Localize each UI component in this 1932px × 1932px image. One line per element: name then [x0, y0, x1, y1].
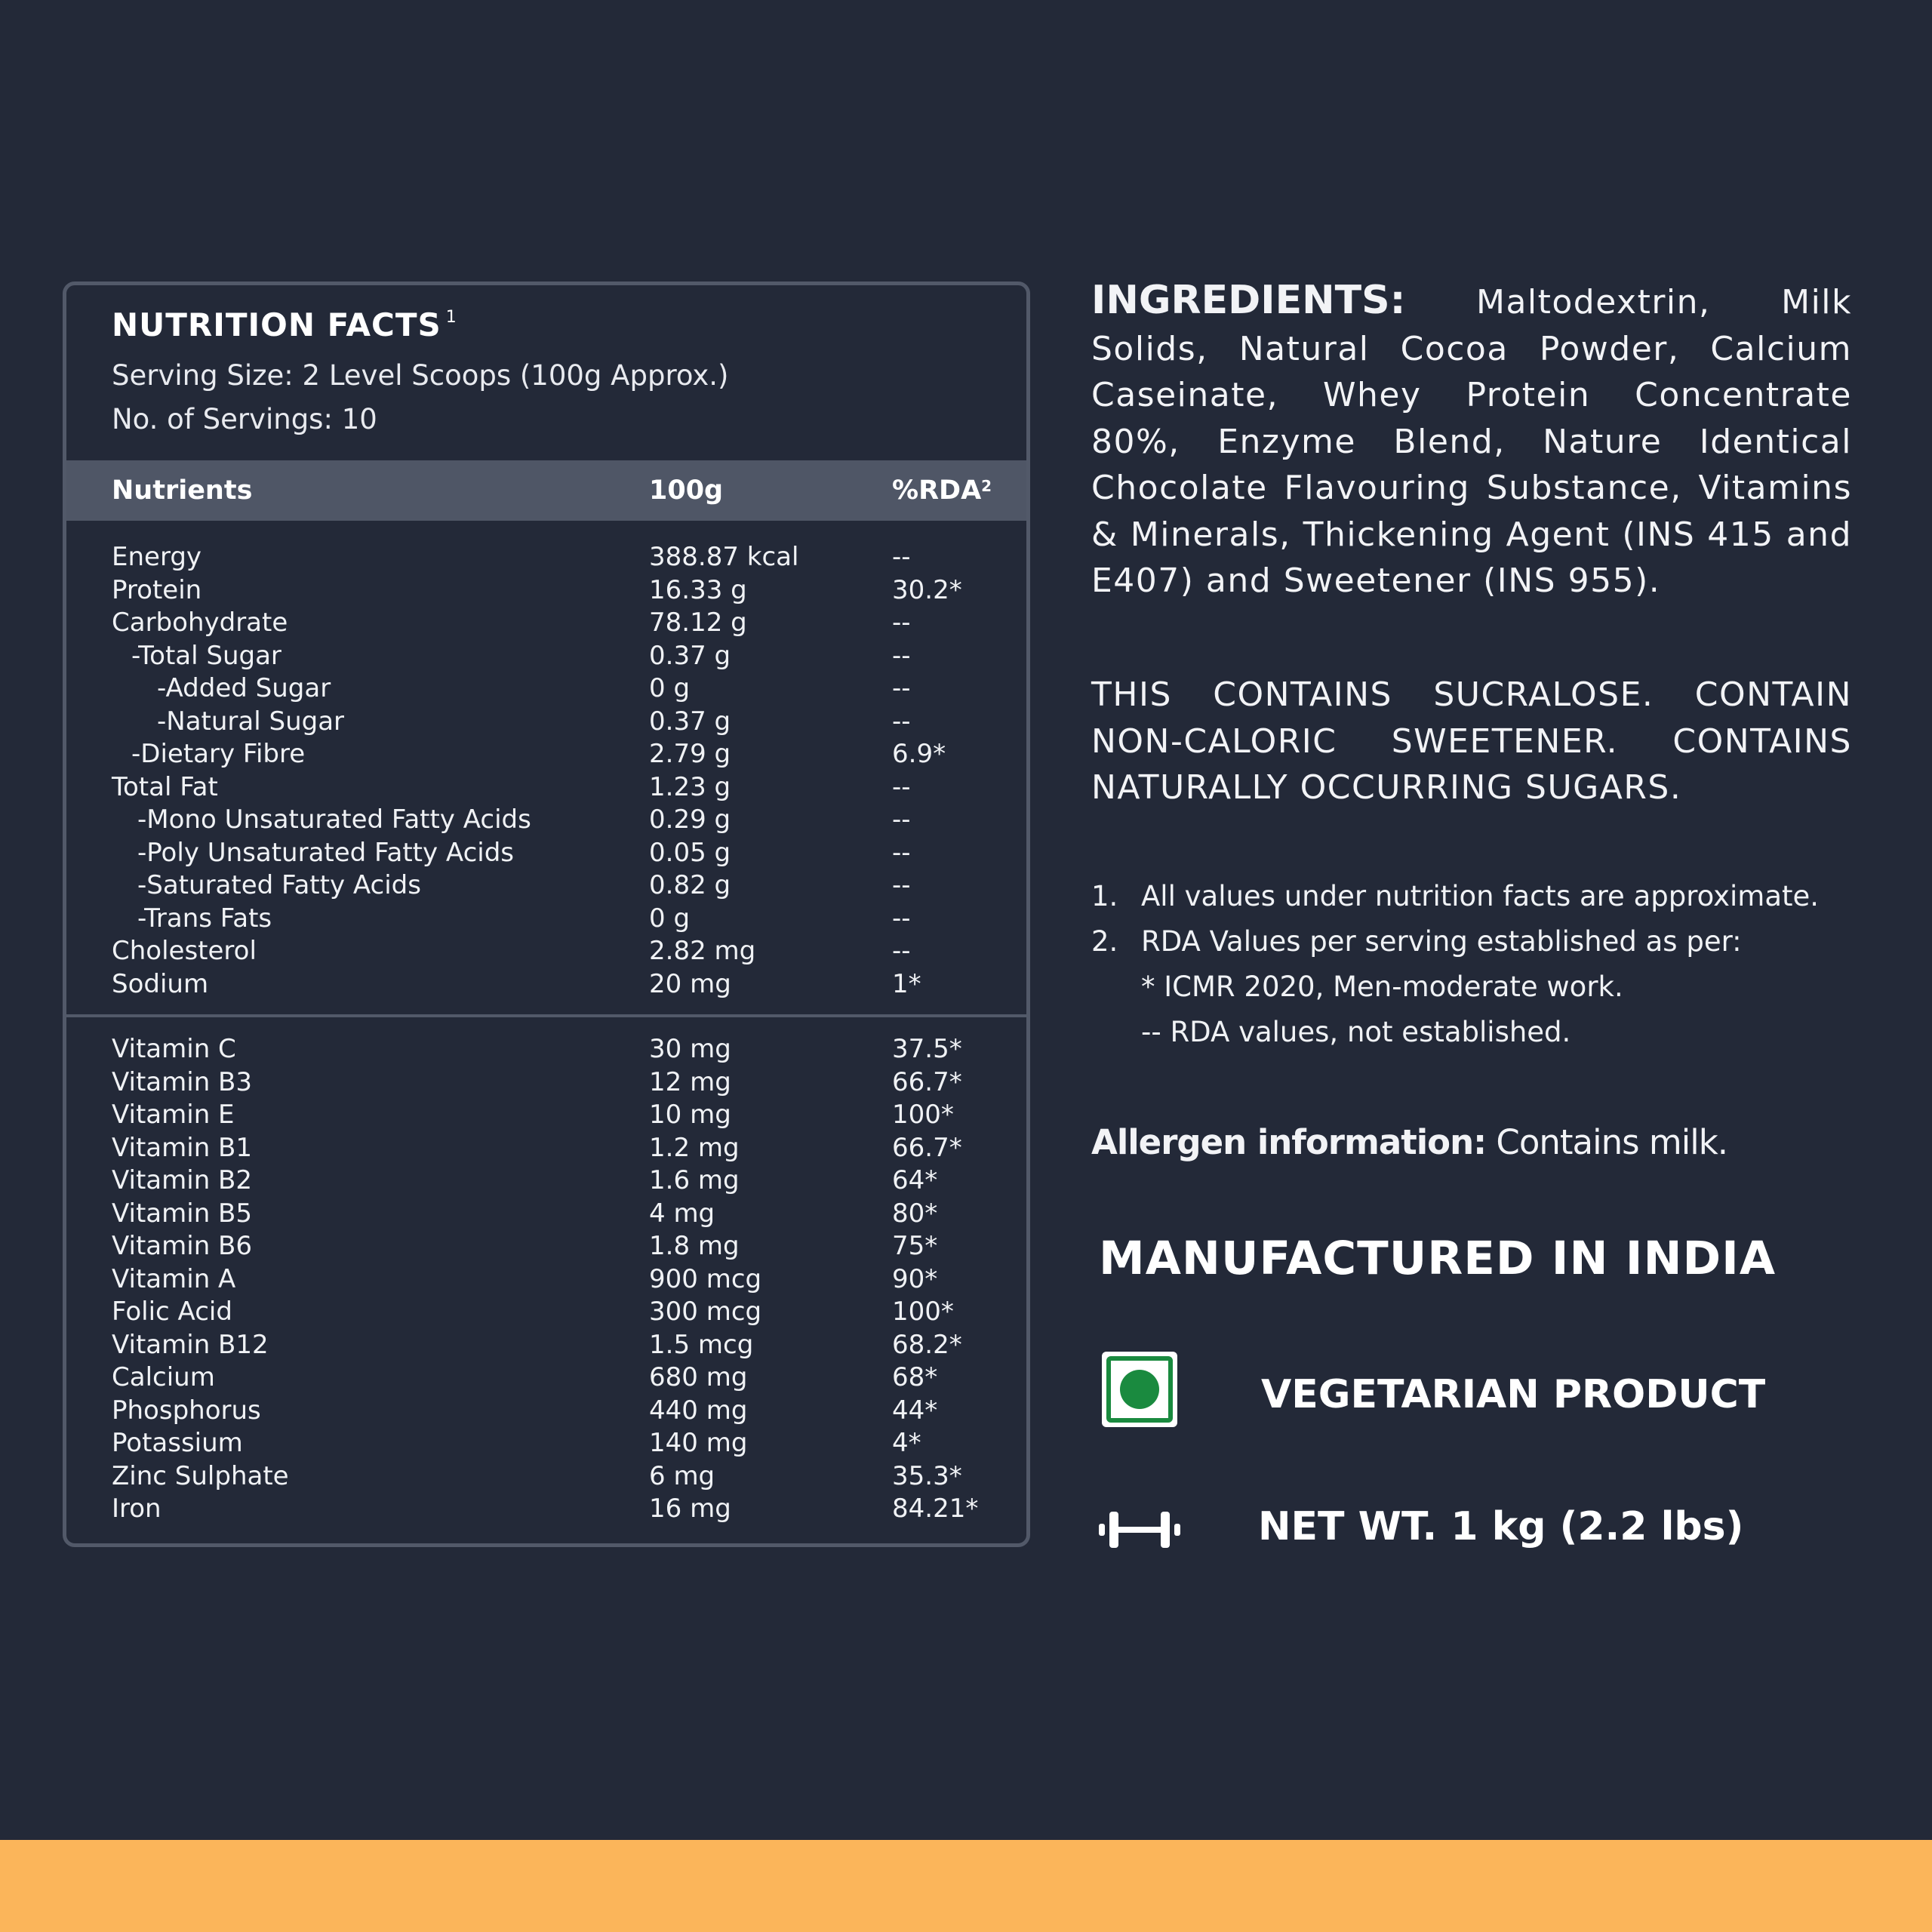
nutrient-name: Carbohydrate	[112, 608, 288, 638]
nutrient-name: Sodium	[112, 968, 209, 999]
nutrient-name: -Dietary Fibre	[131, 739, 306, 769]
nutrient-name: -Natural Sugar	[157, 706, 345, 737]
nutrient-amount: 16.33 g	[649, 574, 747, 605]
veg-mark-icon	[1100, 1349, 1180, 1429]
header-nutrients: Nutrients	[112, 475, 253, 506]
nutrient-name: Iron	[112, 1494, 162, 1524]
sweetener-warning: THIS CONTAINS SUCRALOSE. CONTAIN NON-CALORIC SWEETENER. CONTAINS NATURALLY OCCURRING SUGARS.	[1091, 675, 1852, 807]
nutrient-name: Folic Acid	[112, 1297, 232, 1327]
nutrient-rda: --	[892, 936, 911, 966]
table-row	[66, 1395, 1026, 1429]
nutrient-rda: 100*	[892, 1100, 954, 1130]
nutrient-rda: --	[892, 837, 911, 868]
table-row	[66, 1461, 1026, 1494]
allergen-text: Contains milk.	[1496, 1122, 1728, 1162]
nutrient-name: Cholesterol	[112, 936, 257, 966]
nutrient-amount: 0.37 g	[649, 706, 731, 737]
table-row	[66, 870, 1026, 903]
table-row	[66, 1330, 1026, 1363]
nutrient-rda: 44*	[892, 1395, 938, 1426]
nutrition-facts-title: NUTRITION FACTS $^1$	[112, 306, 457, 343]
table-row	[66, 542, 1026, 575]
table-row	[66, 1428, 1026, 1461]
table-row	[66, 739, 1026, 772]
table-row	[66, 706, 1026, 740]
nutrient-amount: 0.29 g	[649, 804, 731, 835]
nutrient-name: -Mono Unsaturated Fatty Acids	[137, 804, 531, 835]
nutrient-amount: 30 mg	[649, 1034, 731, 1064]
nutrient-amount: 4 mg	[649, 1198, 715, 1229]
nutrient-rda: 80*	[892, 1198, 938, 1229]
nutrient-amount: 0.82 g	[649, 870, 731, 900]
nutrient-name: Zinc Sulphate	[112, 1460, 289, 1491]
table-row	[66, 772, 1026, 805]
table-row	[66, 1231, 1026, 1264]
nutrient-name: Vitamin E	[112, 1100, 235, 1130]
nutrient-rda: 66.7*	[892, 1132, 962, 1163]
allergen-label: Allergen information:	[1091, 1122, 1487, 1162]
nutrient-rda: --	[892, 640, 911, 671]
nutrient-rda: --	[892, 771, 911, 802]
table-row	[66, 1133, 1026, 1166]
header-amount: 100g	[649, 475, 724, 506]
table-row	[66, 1362, 1026, 1395]
table-row	[66, 1264, 1026, 1297]
nutrient-name: Vitamin B12	[112, 1329, 269, 1360]
nutrient-name: Calcium	[112, 1362, 215, 1392]
nutrition-facts-panel	[63, 281, 1030, 1547]
nutrient-amount: 0 g	[649, 903, 691, 934]
nutrient-rda: 100*	[892, 1297, 954, 1327]
table-row	[66, 1494, 1026, 1527]
nutrient-name: -Saturated Fatty Acids	[137, 870, 421, 900]
nutrient-amount: 680 mg	[649, 1362, 748, 1392]
nutrient-amount: 900 mcg	[649, 1263, 762, 1294]
nutrient-name: -Poly Unsaturated Fatty Acids	[137, 837, 515, 868]
table-row	[66, 936, 1026, 969]
nutrient-name: Phosphorus	[112, 1395, 261, 1426]
nutrient-name: Protein	[112, 574, 202, 605]
nutrient-name: Vitamin C	[112, 1034, 236, 1064]
ingredients-block	[1091, 278, 1852, 605]
nutrient-rda: 1*	[892, 968, 921, 999]
nutrient-rda: 30.2*	[892, 574, 962, 605]
nutrient-amount: 16 mg	[649, 1494, 731, 1524]
table-header	[66, 460, 1026, 521]
vegetarian-label: VEGETARIAN PRODUCT	[1261, 1372, 1766, 1417]
table-row	[66, 1165, 1026, 1198]
table-row	[66, 608, 1026, 641]
nutrient-name: Vitamin A	[112, 1263, 236, 1294]
nutrient-name: Total Fat	[112, 771, 218, 802]
nutrient-amount: 2.82 mg	[649, 936, 756, 966]
nutrient-rda: 84.21*	[892, 1494, 979, 1524]
serving-size: Serving Size: 2 Level Scoops (100g Approx.)	[112, 359, 729, 392]
ingredients-label: INGREDIENTS:	[1091, 278, 1406, 323]
table-row	[66, 1034, 1026, 1067]
table-row	[66, 804, 1026, 838]
nutrient-amount: 12 mg	[649, 1066, 731, 1097]
nutrient-name: Vitamin B6	[112, 1231, 253, 1261]
table-row	[66, 1100, 1026, 1133]
nutrient-amount: 0.05 g	[649, 837, 731, 868]
nutrient-amount: 388.87 kcal	[649, 542, 799, 572]
nutrient-amount: 20 mg	[649, 968, 731, 999]
ingredients-text: Maltodextrin, Milk Solids, Natural Cocoa Powder, Calcium Caseinate, Whey Protein Concentrate 80%, Enzyme Blend, Nature Identical Chocolate Flavouring Substance, Vitamins & Minerals, Thickening Agent (INS 415 and E407) and Sweetener (INS 955).	[1091, 283, 1852, 600]
nutrient-name: Vitamin B5	[112, 1198, 253, 1229]
table-row	[66, 641, 1026, 674]
nutrient-rda: --	[892, 706, 911, 737]
table-row	[66, 1198, 1026, 1232]
nutrient-amount: 300 mcg	[649, 1297, 762, 1327]
nutrient-rda: --	[892, 608, 911, 638]
nutrient-rda: 64*	[892, 1165, 938, 1195]
nutrient-name: Vitamin B3	[112, 1066, 253, 1097]
nutrient-amount: 78.12 g	[649, 608, 747, 638]
nutrient-name: Potassium	[112, 1428, 243, 1458]
nutrient-rda: 90*	[892, 1263, 938, 1294]
table-row	[66, 903, 1026, 937]
nutrient-amount: 1.5 mcg	[649, 1329, 754, 1360]
nutrient-rda: 37.5*	[892, 1034, 962, 1064]
nutrient-name: Energy	[112, 542, 202, 572]
dumbbell-icon	[1099, 1507, 1180, 1552]
servings-count: No. of Servings: 10	[112, 403, 377, 435]
nutrient-rda: 66.7*	[892, 1066, 962, 1097]
nutrient-rda: 4*	[892, 1428, 921, 1458]
table-row	[66, 1297, 1026, 1330]
manufactured-in: MANUFACTURED IN INDIA	[1099, 1232, 1777, 1285]
header-rda: %RDA$^2$	[892, 475, 992, 506]
net-weight-label: NET WT. 1 kg (2.2 lbs)	[1258, 1504, 1744, 1549]
nutrient-amount: 0 g	[649, 673, 691, 703]
nutrient-amount: 2.79 g	[649, 739, 731, 769]
nutrient-amount: 6 mg	[649, 1460, 715, 1491]
accent-band	[0, 1840, 1932, 1932]
nutrient-name: Vitamin B1	[112, 1132, 253, 1163]
nutrient-rda: --	[892, 804, 911, 835]
nutrient-rda: 6.9*	[892, 739, 946, 769]
nutrient-rda: 68.2*	[892, 1329, 962, 1360]
nutrient-rda: --	[892, 542, 911, 572]
table-row	[66, 1067, 1026, 1100]
nutrient-rda: --	[892, 673, 911, 703]
nutrient-amount: 1.23 g	[649, 771, 731, 802]
nutrient-rda: 68*	[892, 1362, 938, 1392]
nutrient-amount: 10 mg	[649, 1100, 731, 1130]
allergen-info	[1091, 1122, 1727, 1162]
nutrient-amount: 1.8 mg	[649, 1231, 740, 1261]
nutrient-name: -Total Sugar	[131, 640, 281, 671]
nutrient-rda: --	[892, 870, 911, 900]
table-row	[66, 838, 1026, 871]
table-row	[66, 673, 1026, 706]
table-row	[66, 969, 1026, 1002]
nutrient-rda: 35.3*	[892, 1460, 962, 1491]
nutrient-rda: --	[892, 903, 911, 934]
nutrient-amount: 140 mg	[649, 1428, 748, 1458]
nutrient-amount: 1.2 mg	[649, 1132, 740, 1163]
nutrient-name: -Added Sugar	[157, 673, 331, 703]
nutrient-amount: 0.37 g	[649, 640, 731, 671]
nutrient-name: Vitamin B2	[112, 1165, 253, 1195]
nutrient-name: -Trans Fats	[137, 903, 272, 934]
nutrient-amount: 440 mg	[649, 1395, 748, 1426]
nutrient-amount: 1.6 mg	[649, 1165, 740, 1195]
table-row	[66, 575, 1026, 608]
nutrient-rda: 75*	[892, 1231, 938, 1261]
table-divider	[66, 1014, 1026, 1017]
